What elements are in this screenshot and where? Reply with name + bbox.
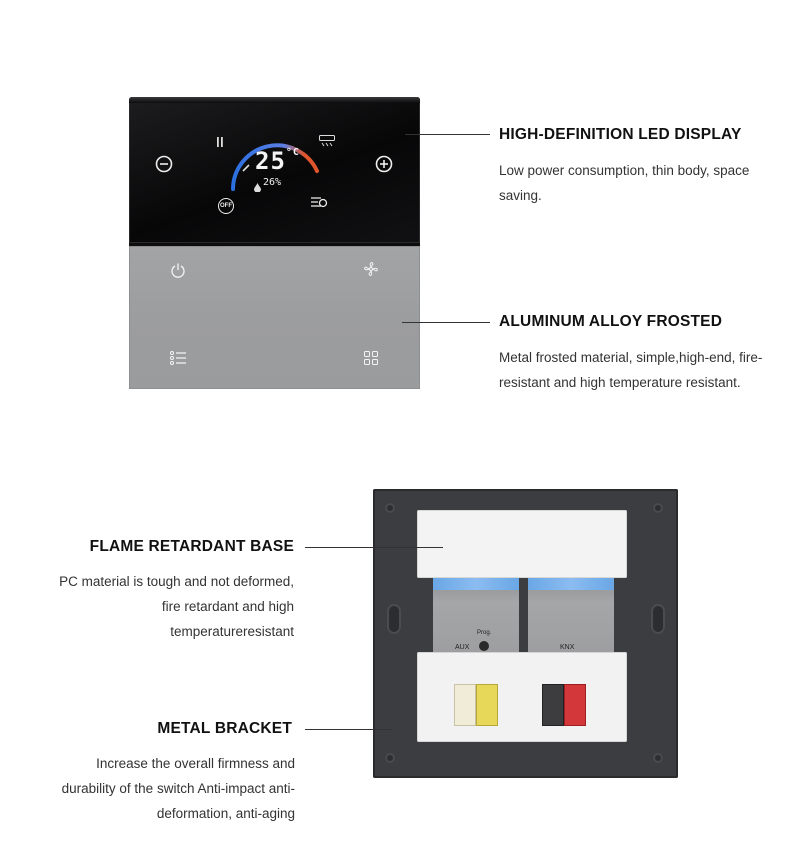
mounting-slot: [651, 604, 665, 634]
aux-terminal-white: [454, 684, 476, 726]
plus-circle-icon[interactable]: [375, 155, 393, 178]
edit-icon: [242, 159, 250, 177]
display-description: Low power consumption, thin body, space saving.: [499, 163, 750, 203]
prog-button[interactable]: [479, 641, 489, 651]
aux-module: [433, 578, 519, 660]
temperature-value: [255, 147, 300, 175]
knx-terminal-black: [542, 684, 564, 726]
minus-circle-icon[interactable]: [155, 155, 173, 178]
ac-unit-icon: [319, 134, 335, 152]
power-icon[interactable]: [170, 262, 186, 283]
droplet-icon: [254, 179, 261, 197]
thermostat-panel: [129, 97, 420, 389]
aux-terminal-yellow: [476, 684, 498, 726]
pause-icon: [216, 134, 224, 152]
fan-icon[interactable]: [363, 261, 379, 282]
knx-module: [528, 578, 614, 660]
bracket-leader-line: [305, 729, 393, 730]
aluminum-leader-line: [402, 322, 490, 323]
temperature-unit: °C: [285, 147, 300, 158]
off-label: OFF: [218, 198, 234, 214]
screw-hole: [385, 503, 395, 513]
bracket-title: METAL BRACKET: [157, 720, 292, 737]
knx-terminal-red: [564, 684, 586, 726]
temperature-number: 25: [255, 147, 286, 175]
led-display: [129, 97, 420, 243]
metal-bracket-area: [417, 652, 627, 742]
grid-icon[interactable]: [364, 351, 378, 370]
off-icon[interactable]: [218, 194, 234, 214]
knx-label: KNX: [560, 644, 575, 651]
fan-mode-icon: [310, 195, 328, 214]
humidity-value: 26%: [263, 177, 282, 188]
aux-label: AUX: [455, 644, 470, 651]
aluminum-title: ALUMINUM ALLOY FROSTED: [499, 313, 723, 330]
menu-list-icon[interactable]: [170, 351, 186, 370]
aluminum-description: Metal frosted material, simple,high-end, fire-resistant and high temperature resistant.: [499, 350, 763, 390]
flame-retardant-base-top: [417, 510, 627, 578]
screw-hole: [385, 753, 395, 763]
aluminum-faceplate: [129, 246, 420, 389]
display-leader-line: [405, 134, 490, 135]
base-title: FLAME RETARDANT BASE: [89, 538, 294, 555]
base-leader-line: [305, 547, 443, 548]
screw-hole: [653, 503, 663, 513]
base-description: PC material is tough and not deformed, fire retardant and high temperatureresistant: [59, 574, 294, 639]
prog-label: Prog.: [477, 630, 492, 636]
bracket-description: Increase the overall firmness and durability of the switch Anti-impact anti-deformation, anti-aging: [61, 756, 295, 821]
display-title: HIGH-DEFINITION LED DISPLAY: [499, 126, 742, 143]
screw-hole: [653, 753, 663, 763]
mounting-slot: [387, 604, 401, 634]
